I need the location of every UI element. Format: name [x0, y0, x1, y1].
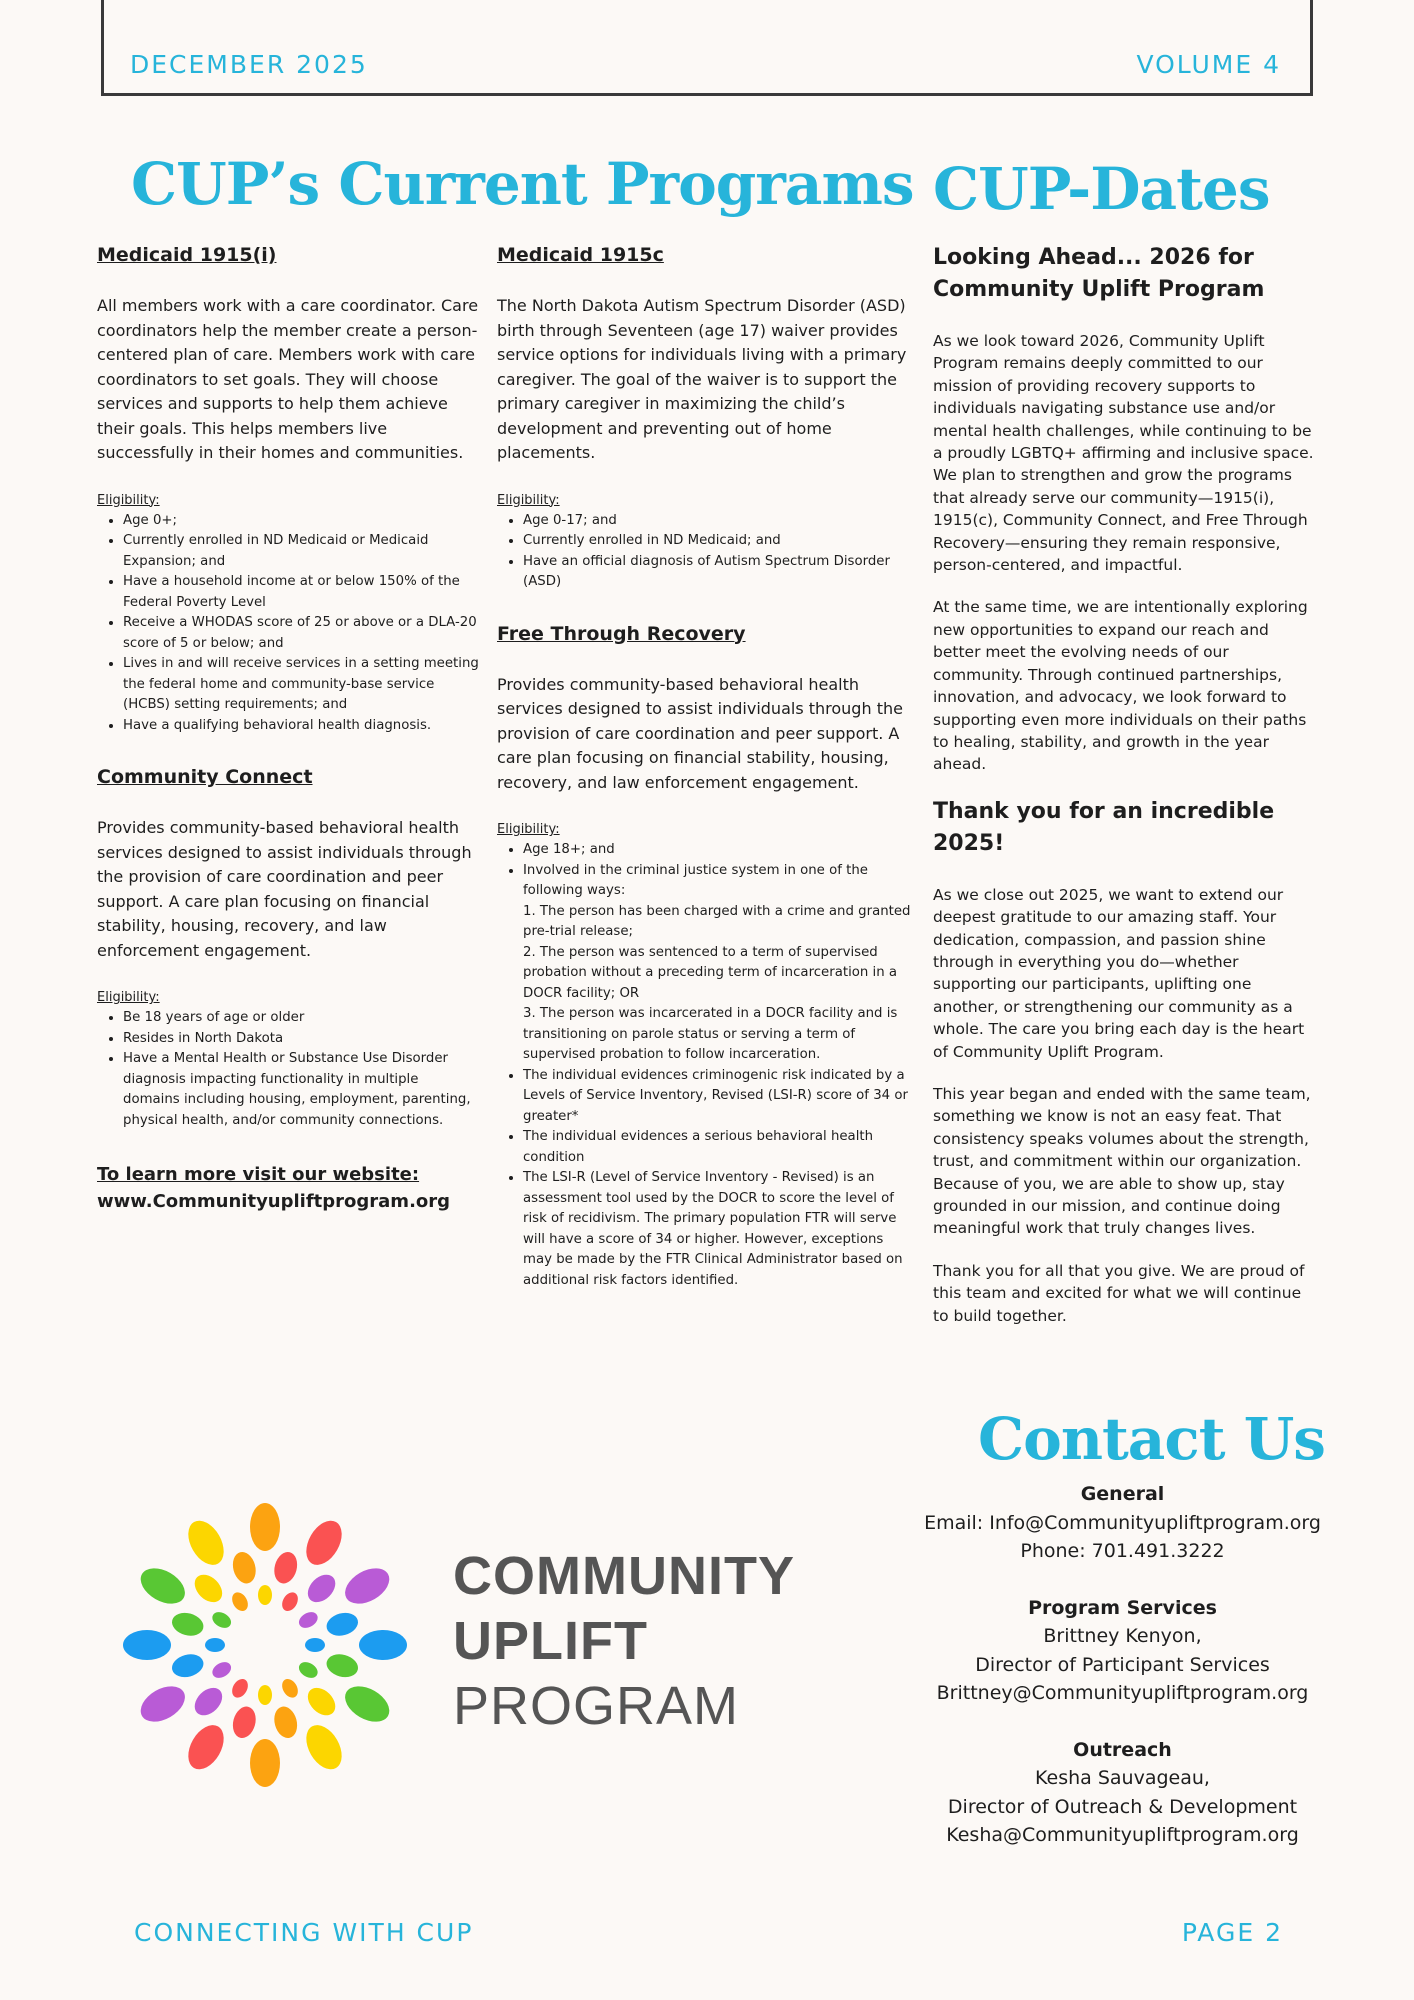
website-label: To learn more visit our website: — [97, 1164, 420, 1185]
logo-word-community: COMMUNITY — [453, 1546, 795, 1606]
list-item: • Age 0+; — [123, 511, 479, 532]
programs-column-middle — [497, 244, 912, 1321]
medicaid-1915i-body: All members work with a care coordinator. Care coordinators help the member create a person-centered plan of care. Members work with care coordinators to set goals. They will choose services and supports to help them achieve their goals. This helps members live successfully in their homes and communities. — [97, 296, 479, 462]
medicaid-1915i-eligibility-list — [97, 511, 479, 737]
list-item: • Be 18 years of age or older — [123, 1008, 479, 1029]
issue-volume: VOLUME 4 — [1136, 50, 1281, 79]
footer-tagline: CONNECTING WITH CUP — [134, 1918, 474, 1947]
cup-dates-column — [933, 242, 1315, 1347]
program-contact-name: Brittney Kenyon, — [1043, 1625, 1202, 1647]
outreach-contact-role: Director of Outreach & Development — [947, 1795, 1298, 1818]
programs-column-left — [97, 244, 479, 1215]
thanks-paragraph: As we close out 2025, we want to extend our deepest gratitude to our amazing staff. Your dedication, compassion, and passion shine through in everything you do—whether supporting our participants, uplifting one another, or strengthening our community as a whole. The care you bring each day is the heart of Community Uplift Program. — [933, 885, 1305, 1061]
general-phone[interactable]: Phone: 701.491.3222 — [1020, 1540, 1225, 1562]
list-item: • The LSI-R (Level of Service Inventory - Revised) is an assessment tool used by the DOCR to score the level of risk of recidivism. The primary population FTR will serve will have a score of 34 or higher. However, exceptions may be made by the FTR Clinical Administrator based on additional risk factors identified. — [523, 1168, 912, 1291]
header-frame — [101, 0, 1313, 96]
program-contact-role: Director of Participant Services — [975, 1653, 1270, 1676]
eligibility-label: Eligibility: — [497, 492, 560, 508]
general-heading: General — [1080, 1483, 1165, 1505]
website-callout — [97, 1161, 479, 1215]
list-item: • Age 0-17; and — [523, 511, 912, 532]
eligibility-label: Eligibility: — [497, 822, 560, 837]
community-uplift-logo — [110, 1495, 830, 1795]
looking-ahead-heading: Looking Ahead... 2026 for Community Uplift Program — [933, 245, 1265, 302]
outreach-contact-name: Kesha Sauvageau, — [1035, 1767, 1210, 1789]
logo-word-uplift: UPLIFT — [453, 1611, 648, 1671]
outreach-contact-email[interactable]: Kesha@Communityupliftprogram.org — [946, 1824, 1299, 1846]
medicaid-1915c-eligibility-list — [497, 511, 912, 593]
medicaid-1915c-heading: Medicaid 1915c — [497, 244, 664, 266]
community-connect-eligibility-list — [97, 1008, 479, 1131]
general-email[interactable]: Email: Info@Communityupliftprogram.org — [924, 1511, 1321, 1534]
list-item: • Age 18+; and — [523, 840, 912, 861]
programs-title: CUP’s Current Programs — [131, 150, 914, 218]
list-item: • Currently enrolled in ND Medicaid; and — [523, 531, 912, 552]
looking-ahead-paragraph: As we look toward 2026, Community Uplift Program remains deeply committed to our mission of providing recovery supports to individuals navigating substance use and/or mental health challenges, while continuing to be a proudly LGBTQ+ affirming and inclusive space. We plan to strengthen and grow the programs that already serve our community—1915(i), 1915(c), Community Connect, and Free Through Recovery—ensuring they remain responsive, person-centered, and impactful. — [933, 332, 1314, 575]
list-item: • Have a qualifying behavioral health diagnosis. — [123, 716, 479, 737]
list-item-text: Involved in the criminal justice system in one of the following ways: — [523, 862, 868, 898]
list-item: • Resides in North Dakota — [123, 1029, 479, 1050]
contact-block — [880, 1480, 1365, 1850]
free-through-recovery-eligibility-list — [497, 840, 912, 1291]
logo-word-program: PROGRAM — [453, 1676, 740, 1736]
medicaid-1915c-body: The North Dakota Autism Spectrum Disorder (ASD) birth through Seventeen (age 17) waiver provides service options for individuals living with a primary caregiver. The goal of the waiver is to support the primary caregiver in maximizing the child’s development and preventing out of home placements. — [497, 296, 907, 462]
list-item: • The individual evidences criminogenic risk indicated by a Levels of Service Inventory, Revised (LSI-R) score of 34 or greater* — [523, 1066, 912, 1128]
list-sub-item: 2. The person was sentenced to a term of supervised probation without a preceding term of incarceration in a DOCR facility; OR — [523, 944, 898, 1001]
list-item — [523, 861, 912, 1066]
thanks-paragraph: This year began and ended with the same team, something we know is not an easy feat. That consistency speaks volumes about the strength, trust, and commitment within our organization. Because of you, we are able to show up, stay grounded in our mission, and continue doing meaningful work that truly changes lives. — [933, 1084, 1311, 1238]
eligibility-label: Eligibility: — [97, 492, 160, 508]
program-services-heading: Program Services — [1028, 1596, 1217, 1619]
list-sub-item: 1. The person has been charged with a crime and granted pre-trial release; — [523, 903, 911, 939]
issue-date: DECEMBER 2025 — [130, 50, 368, 79]
list-item: • Have a household income at or below 150% of the Federal Poverty Level — [123, 572, 479, 613]
list-item: • Have a Mental Health or Substance Use Disorder diagnosis impacting functionality in multiple domains including housing, employment, parenting, physical health, and/or community connections. — [123, 1049, 479, 1131]
community-connect-body: Provides community-based behavioral health services designed to assist individuals through the provision of care coordination and peer support. A care plan focusing on financial stability, housing, recovery, and law enforcement engagement. — [97, 818, 472, 960]
eligibility-label: Eligibility: — [97, 990, 160, 1005]
list-item: • Have an official diagnosis of Autism Spectrum Disorder (ASD) — [523, 552, 912, 593]
looking-ahead-paragraph: At the same time, we are intentionally exploring new opportunities to expand our reach and better meet the evolving needs of our community. Through continued partnerships, innovation, and advocacy, we look forward to supporting even more individuals on their paths to healing, stability, and growth in the year ahead. — [933, 598, 1308, 774]
website-link[interactable]: www.Communityupliftprogram.org — [97, 1191, 451, 1212]
program-contact-email[interactable]: Brittney@Communityupliftprogram.org — [936, 1682, 1309, 1704]
community-connect-heading: Community Connect — [97, 766, 313, 788]
page-number: PAGE 2 — [1181, 1918, 1283, 1947]
medicaid-1915i-heading: Medicaid 1915(i) — [97, 244, 277, 266]
contact-title: Contact Us — [978, 1405, 1325, 1473]
list-item: • Currently enrolled in ND Medicaid or Medicaid Expansion; and — [123, 531, 479, 572]
free-through-recovery-heading: Free Through Recovery — [497, 622, 746, 645]
outreach-heading: Outreach — [1073, 1738, 1172, 1761]
flower-logo-icon — [110, 1495, 420, 1795]
cup-dates-title: CUP-Dates — [933, 155, 1270, 223]
list-item: • Receive a WHODAS score of 25 or above or a DLA-20 score of 5 or below; and — [123, 613, 479, 654]
list-item: • Lives in and will receive services in a setting meeting the federal home and community-base service (HCBS) setting requirements; and — [123, 654, 479, 716]
thanks-paragraph: Thank you for all that you give. We are proud of this team and excited for what we will continue to build together. — [933, 1261, 1305, 1325]
list-sub-item: 3. The person was incarcerated in a DOCR facility and is transitioning on parole status or serving a term of supervised probation to follow incarceration. — [523, 1006, 898, 1062]
free-through-recovery-body: Provides community-based behavioral health services designed to assist individuals through the provision of care coordination and peer support. A care plan focusing on financial stability, housing, recovery, and law enforcement engagement. — [497, 674, 903, 792]
list-item: • The individual evidences a serious behavioral health condition — [523, 1127, 912, 1168]
thanks-heading: Thank you for an incredible 2025! — [933, 798, 1275, 856]
